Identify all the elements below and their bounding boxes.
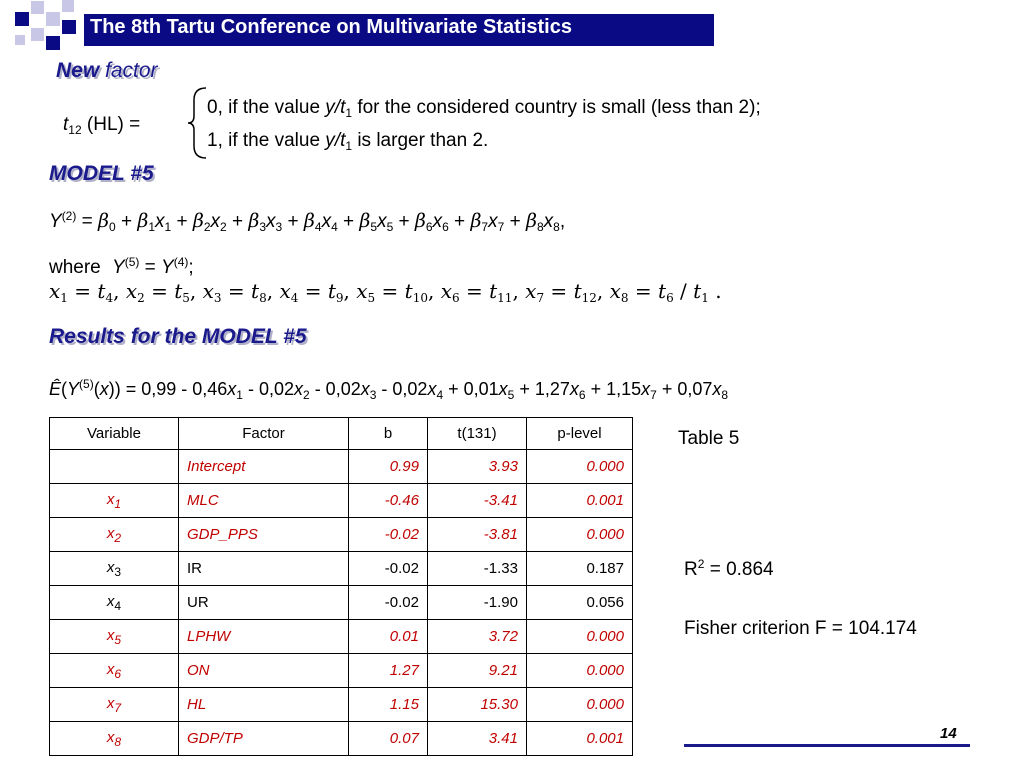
model5-equation: $Y^{(2)} = \beta_0 + \beta_1x_1 + \beta_2x_2 + \beta_3x_3 + \beta_4x_4 + \beta_5x_5 + \beta_6x_6 + \beta_7x_7 + \beta_8x_8$, [49,209,566,234]
cell-factor: IR [179,552,349,586]
table-row [50,586,633,620]
table-row [50,518,633,552]
cell-t: -3.41 [428,484,527,518]
model5-heading: MODEL #5 [49,162,154,185]
cell-factor: HL [179,688,349,722]
where-line: where $Y^{(5)} = Y^{(4)}$; [49,255,194,278]
cell-t: -1.90 [428,586,527,620]
cell-t: 15.30 [428,688,527,722]
header-factor: Factor [179,418,349,450]
header-variable: Variable [50,418,179,450]
footer-rule [684,744,970,747]
cell-p-level: 0.001 [527,484,633,518]
cell-p-level: 0.000 [527,620,633,654]
header-b: b [349,418,428,450]
cell-factor: LPHW [179,620,349,654]
cell-p-level: 0.000 [527,450,633,484]
cell-b: 1.15 [349,688,428,722]
cell-p-level: 0.187 [527,552,633,586]
cell-variable: $x_3$ [50,552,179,586]
table-header-row [50,418,633,450]
cell-factor: Intercept [179,450,349,484]
cell-t: 3.41 [428,722,527,756]
estimate-equation: $Ê(Y^{(5)}(x)) = 0,99 - 0,46x_1 - 0,02x_2 - 0,02x_3 - 0,02x_4 + 0,01x_5 + 1,27x_6 + 1,15x_7 + 0,07x_8$ [49,377,729,402]
new-factor-heading [56,59,158,83]
table-row [50,688,633,722]
cell-factor: GDP/TP [179,722,349,756]
cell-p-level: 0.056 [527,586,633,620]
table-row [50,620,633,654]
cell-factor: GDP_PPS [179,518,349,552]
cell-factor: MLC [179,484,349,518]
cell-p-level: 0.001 [527,722,633,756]
cell-variable: $x_5$ [50,620,179,654]
table-label: Table 5 [678,428,740,449]
table-row [50,450,633,484]
table-row [50,654,633,688]
cell-variable: $x_1$ [50,484,179,518]
cell-variable: $x_4$ [50,586,179,620]
cell-p-level: 0.000 [527,654,633,688]
table-row [50,722,633,756]
page-number: 14 [940,725,957,742]
cell-factor: ON [179,654,349,688]
results-heading: Results for the MODEL #5 [49,325,307,348]
cell-variable [50,450,179,484]
cell-variable: $x_2$ [50,518,179,552]
case-1: 0, if the value $y/t_1$ for the considered country is small (less than 2); [207,97,761,120]
r-squared: $R^2 = 0.864$ [684,557,774,580]
new-factor-lhs: $t_{12}$ (HL) = [63,114,141,137]
cell-p-level: 0.000 [527,518,633,552]
results-table [49,417,633,756]
case-2: 1, if the value $y/t_1$ is larger than 2. [207,130,489,153]
table-row [50,484,633,518]
new-word: New [56,59,100,82]
factor-word: factor [105,59,158,82]
table-row [50,552,633,586]
cell-t: 9.21 [428,654,527,688]
cell-b: -0.46 [349,484,428,518]
variable-mapping: $x_1 = t_4$, $x_2 = t_5$, $x_3 = t_8$, $x_4 = t_9$, $x_5 = t_{10}$, $x_6 = t_{11}$, $x_7 = t_{12}$, $x_8 = t_6 / t_1$ . [49,279,722,305]
cell-t: -1.33 [428,552,527,586]
cell-variable: $x_8$ [50,722,179,756]
cell-b: -0.02 [349,586,428,620]
cell-factor: UR [179,586,349,620]
header-p-level: p-level [527,418,633,450]
cell-b: 1.27 [349,654,428,688]
slide-title: The 8th Tartu Conference on Multivariate Statistics [90,16,572,38]
cell-t: 3.93 [428,450,527,484]
cell-t: -3.81 [428,518,527,552]
cell-b: -0.02 [349,552,428,586]
cell-t: 3.72 [428,620,527,654]
cell-b: 0.07 [349,722,428,756]
cell-p-level: 0.000 [527,688,633,722]
cell-variable: $x_7$ [50,688,179,722]
cell-variable: $x_6$ [50,654,179,688]
cell-b: 0.01 [349,620,428,654]
fisher-criterion: Fisher criterion F = 104.174 [684,618,917,639]
header-t: t(131) [428,418,527,450]
cell-b: 0.99 [349,450,428,484]
cell-b: -0.02 [349,518,428,552]
